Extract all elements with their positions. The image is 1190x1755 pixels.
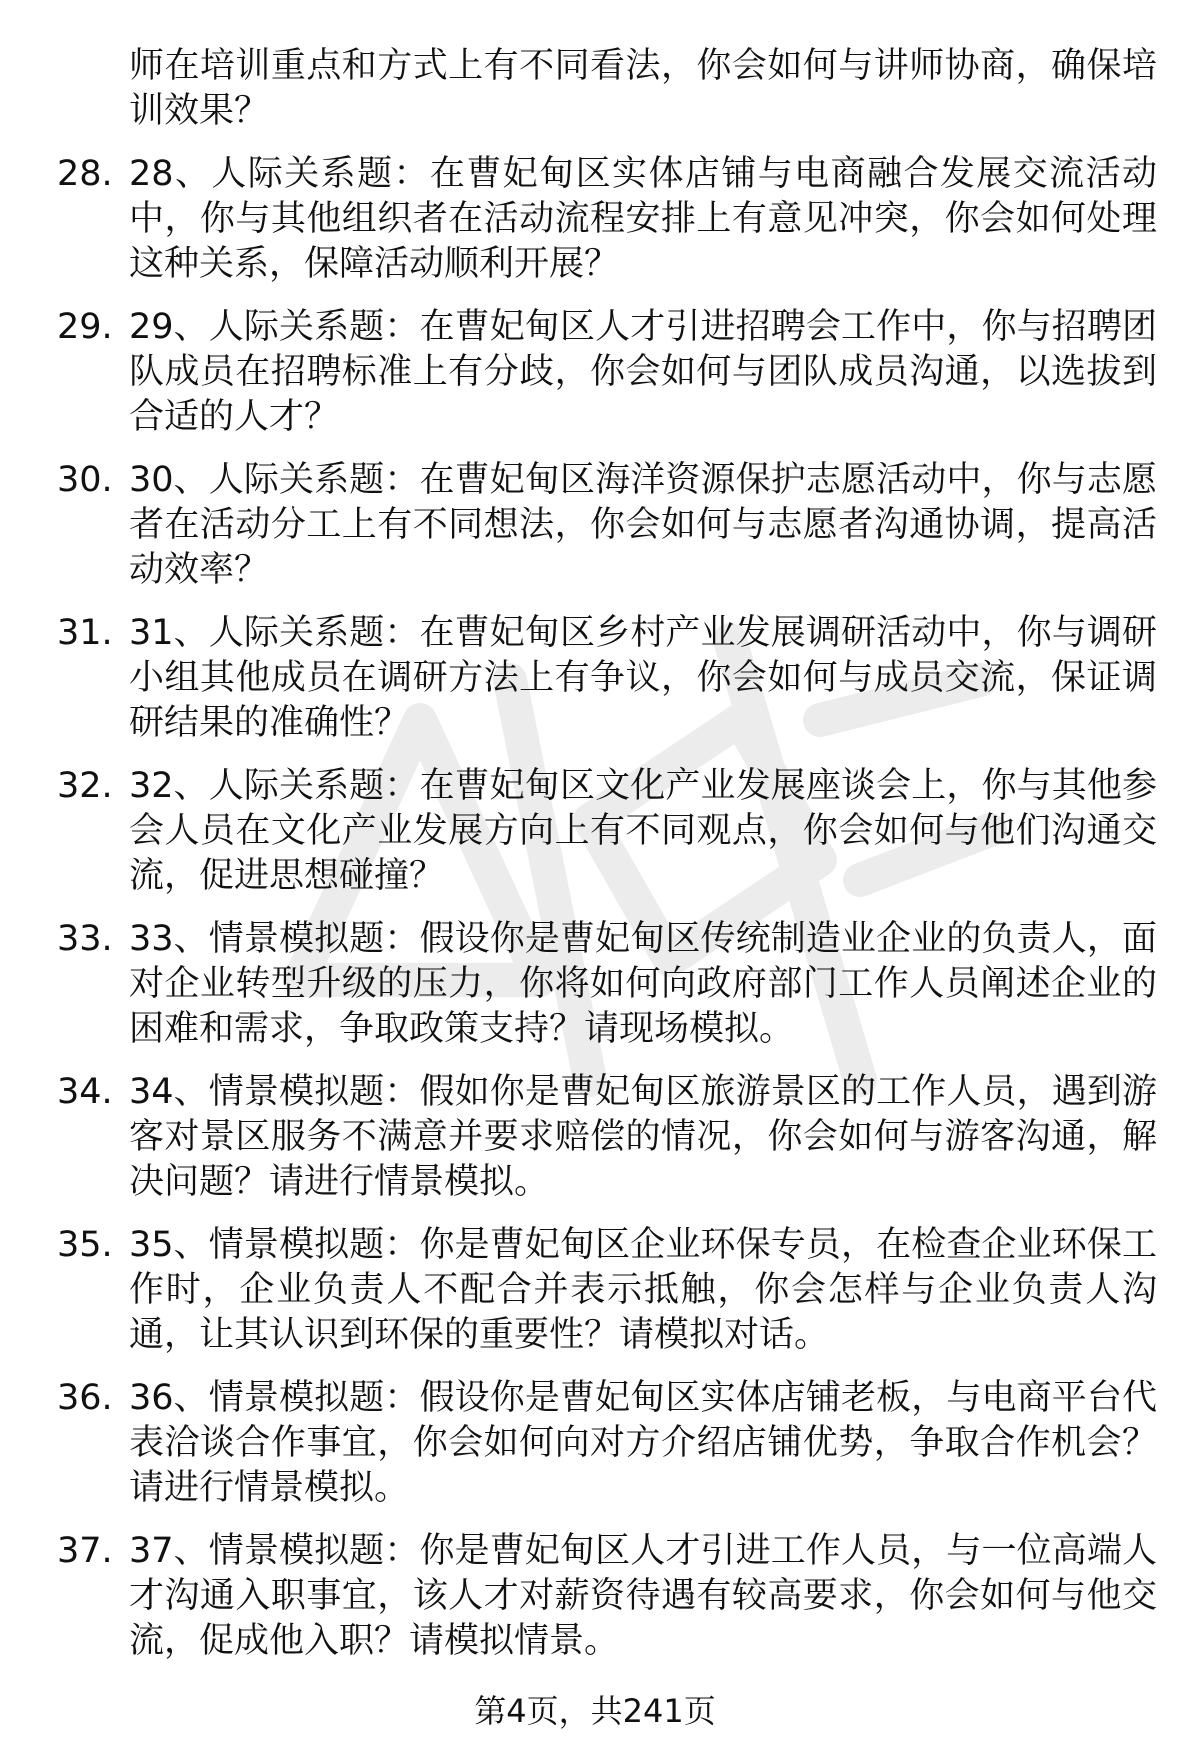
list-item [57, 305, 1160, 440]
item-number: 35. [57, 1225, 113, 1265]
list-item [57, 152, 1160, 287]
page-footer: 第4页，共241页 [474, 1692, 716, 1730]
list-item [57, 1223, 1160, 1358]
item-number: 36. [57, 1378, 113, 1418]
list-item [57, 1529, 1160, 1664]
item-number: 29. [57, 307, 113, 347]
list-item [57, 917, 1160, 1052]
list-item [57, 1070, 1160, 1205]
item-text: 28、人际关系题：在曹妃甸区实体店铺与电商融合发展交流活动中，你与其他组织者在活动流程安排上有意见冲突，你会如何处理这种关系，保障活动顺利开展？ [129, 154, 1157, 284]
list-item [57, 764, 1160, 899]
item-text: 30、人际关系题：在曹妃甸区海洋资源保护志愿活动中，你与志愿者在活动分工上有不同想法，你会如何与志愿者沟通协调，提高活动效率？ [129, 460, 1157, 590]
item-text: 35、情景模拟题：你是曹妃甸区企业环保专员，在检查企业环保工作时，企业负责人不配合并表示抵触，你会怎样与企业负责人沟通，让其认识到环保的重要性？请模拟对话。 [129, 1225, 1157, 1355]
continued-paragraph: 师在培训重点和方式上有不同看法，你会如何与讲师协商，确保培训效果？ [129, 46, 1157, 131]
list-item [57, 1376, 1160, 1511]
item-text: 34、情景模拟题：假如你是曹妃甸区旅游景区的工作人员，遇到游客对景区服务不满意并要求赔偿的情况，你会如何与游客沟通，解决问题？请进行情景模拟。 [129, 1072, 1157, 1202]
list-item [57, 458, 1160, 593]
question-list [57, 44, 1160, 1664]
item-number: 37. [57, 1531, 113, 1571]
item-text: 29、人际关系题：在曹妃甸区人才引进招聘会工作中，你与招聘团队成员在招聘标准上有分歧，你会如何与团队成员沟通，以选拔到合适的人才？ [129, 307, 1157, 437]
item-number: 30. [57, 460, 113, 500]
list-item [57, 611, 1160, 746]
item-text: 37、情景模拟题：你是曹妃甸区人才引进工作人员，与一位高端人才沟通入职事宜，该人才对薪资待遇有较高要求，你会如何与他交流，促成他入职？请模拟情景。 [129, 1531, 1157, 1661]
item-text: 31、人际关系题：在曹妃甸区乡村产业发展调研活动中，你与调研小组其他成员在调研方法上有争议，你会如何与成员交流，保证调研结果的准确性？ [129, 613, 1157, 743]
item-text: 32、人际关系题：在曹妃甸区文化产业发展座谈会上，你与其他参会人员在文化产业发展方向上有不同观点，你会如何与他们沟通交流，促进思想碰撞？ [129, 766, 1157, 896]
item-text: 33、情景模拟题：假设你是曹妃甸区传统制造业企业的负责人，面对企业转型升级的压力，你将如何向政府部门工作人员阐述企业的困难和需求，争取政策支持？请现场模拟。 [129, 919, 1157, 1049]
item-number: 34. [57, 1072, 113, 1112]
item-number: 32. [57, 766, 113, 806]
item-number: 28. [57, 154, 113, 194]
item-number: 33. [57, 919, 113, 959]
item-text: 36、情景模拟题：假设你是曹妃甸区实体店铺老板，与电商平台代表洽谈合作事宜，你会如何向对方介绍店铺优势，争取合作机会？请进行情景模拟。 [129, 1378, 1157, 1508]
item-number: 31. [57, 613, 113, 653]
